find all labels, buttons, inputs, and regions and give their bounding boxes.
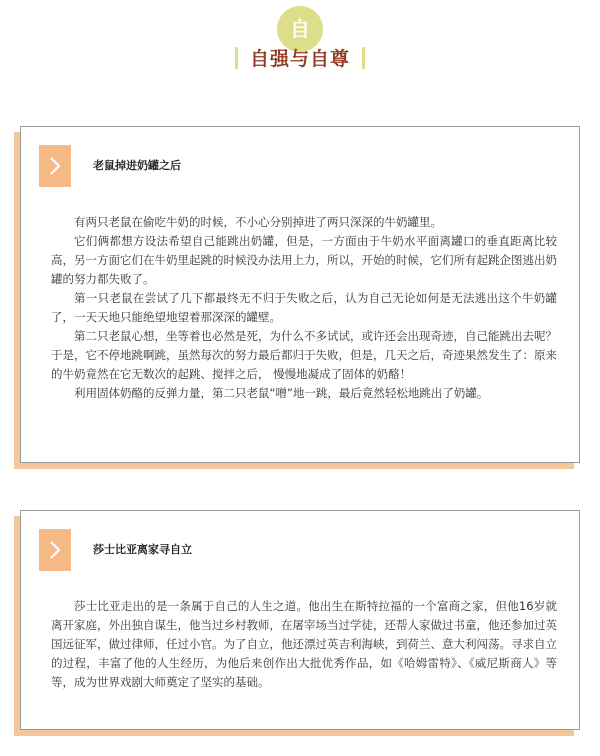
page-title: 自强与自尊 bbox=[249, 48, 350, 70]
title-left-bar bbox=[235, 47, 238, 69]
story-card-shakespeare bbox=[20, 510, 580, 730]
chevron-right-icon bbox=[39, 529, 71, 571]
card-body bbox=[20, 126, 580, 463]
circle-char: 自 bbox=[290, 17, 310, 41]
story-card-mouse bbox=[20, 126, 580, 463]
card-body bbox=[20, 510, 580, 730]
card-text bbox=[51, 597, 557, 692]
card-text bbox=[51, 213, 557, 403]
card-title: 莎士比亚离家寻自立 bbox=[93, 543, 192, 556]
chevron-right-icon bbox=[39, 145, 71, 187]
paragraph: 第一只老鼠在尝试了几下都最终无不归于失败之后，认为自己无论如何是无法逃出这个牛奶罐了，一天天地只能绝望地望着那深深的罐壁。 bbox=[51, 291, 557, 324]
paragraph: 莎士比亚走出的是一条属于自己的人生之道。他出生在斯特拉福的一个富商之家，但他16岁就离开家庭，外出独自谋生，他当过乡村教师，在屠宰场当过学徒，还帮人家做过书童，他还参加过英国远征军，做过律师，任过小官。为了自立，他还漂过英吉利海峡，到荷兰、意大利闯荡。寻求自立的过程，丰富了他的人生经历，为他后来创作出大批优秀作品，如《哈姆雷特》、《威尼斯商人》等等，成为世界戏剧大师奠定了坚实的基础。 bbox=[51, 599, 557, 689]
paragraph: 它们俩都想方设法希望自己能跳出奶罐，但是，一方面由于牛奶水平面离罐口的垂直距离比较高，另一方面它们在牛奶里起跳的时候没办法用上力，所以，开始的时候，它们所有起跳企图逃出奶罐的努力都失败了。 bbox=[51, 234, 557, 286]
title-right-bar bbox=[362, 47, 365, 69]
section-header bbox=[0, 0, 600, 80]
paragraph: 有两只老鼠在偷吃牛奶的时候，不小心分别掉进了两只深深的牛奶罐里。 bbox=[74, 215, 442, 229]
paragraph: 利用固体奶酪的反弹力量，第二只老鼠“噌”地一跳，最后竟然轻松地跳出了奶罐。 bbox=[74, 386, 489, 400]
title-row bbox=[0, 44, 600, 71]
card-title: 老鼠掉进奶罐之后 bbox=[93, 159, 181, 172]
paragraph: 第二只老鼠心想，坐等着也必然是死，为什么不多试试，或许还会出现奇迹，自己能跳出去呢？于是，它不停地跳啊跳，虽然每次的努力最后都归于失败，但是，几天之后，奇迹果然发生了：原来的牛奶竟然在它无数次的起跳、搅拌之后， 慢慢地凝成了固体的奶酪！ bbox=[51, 329, 557, 381]
